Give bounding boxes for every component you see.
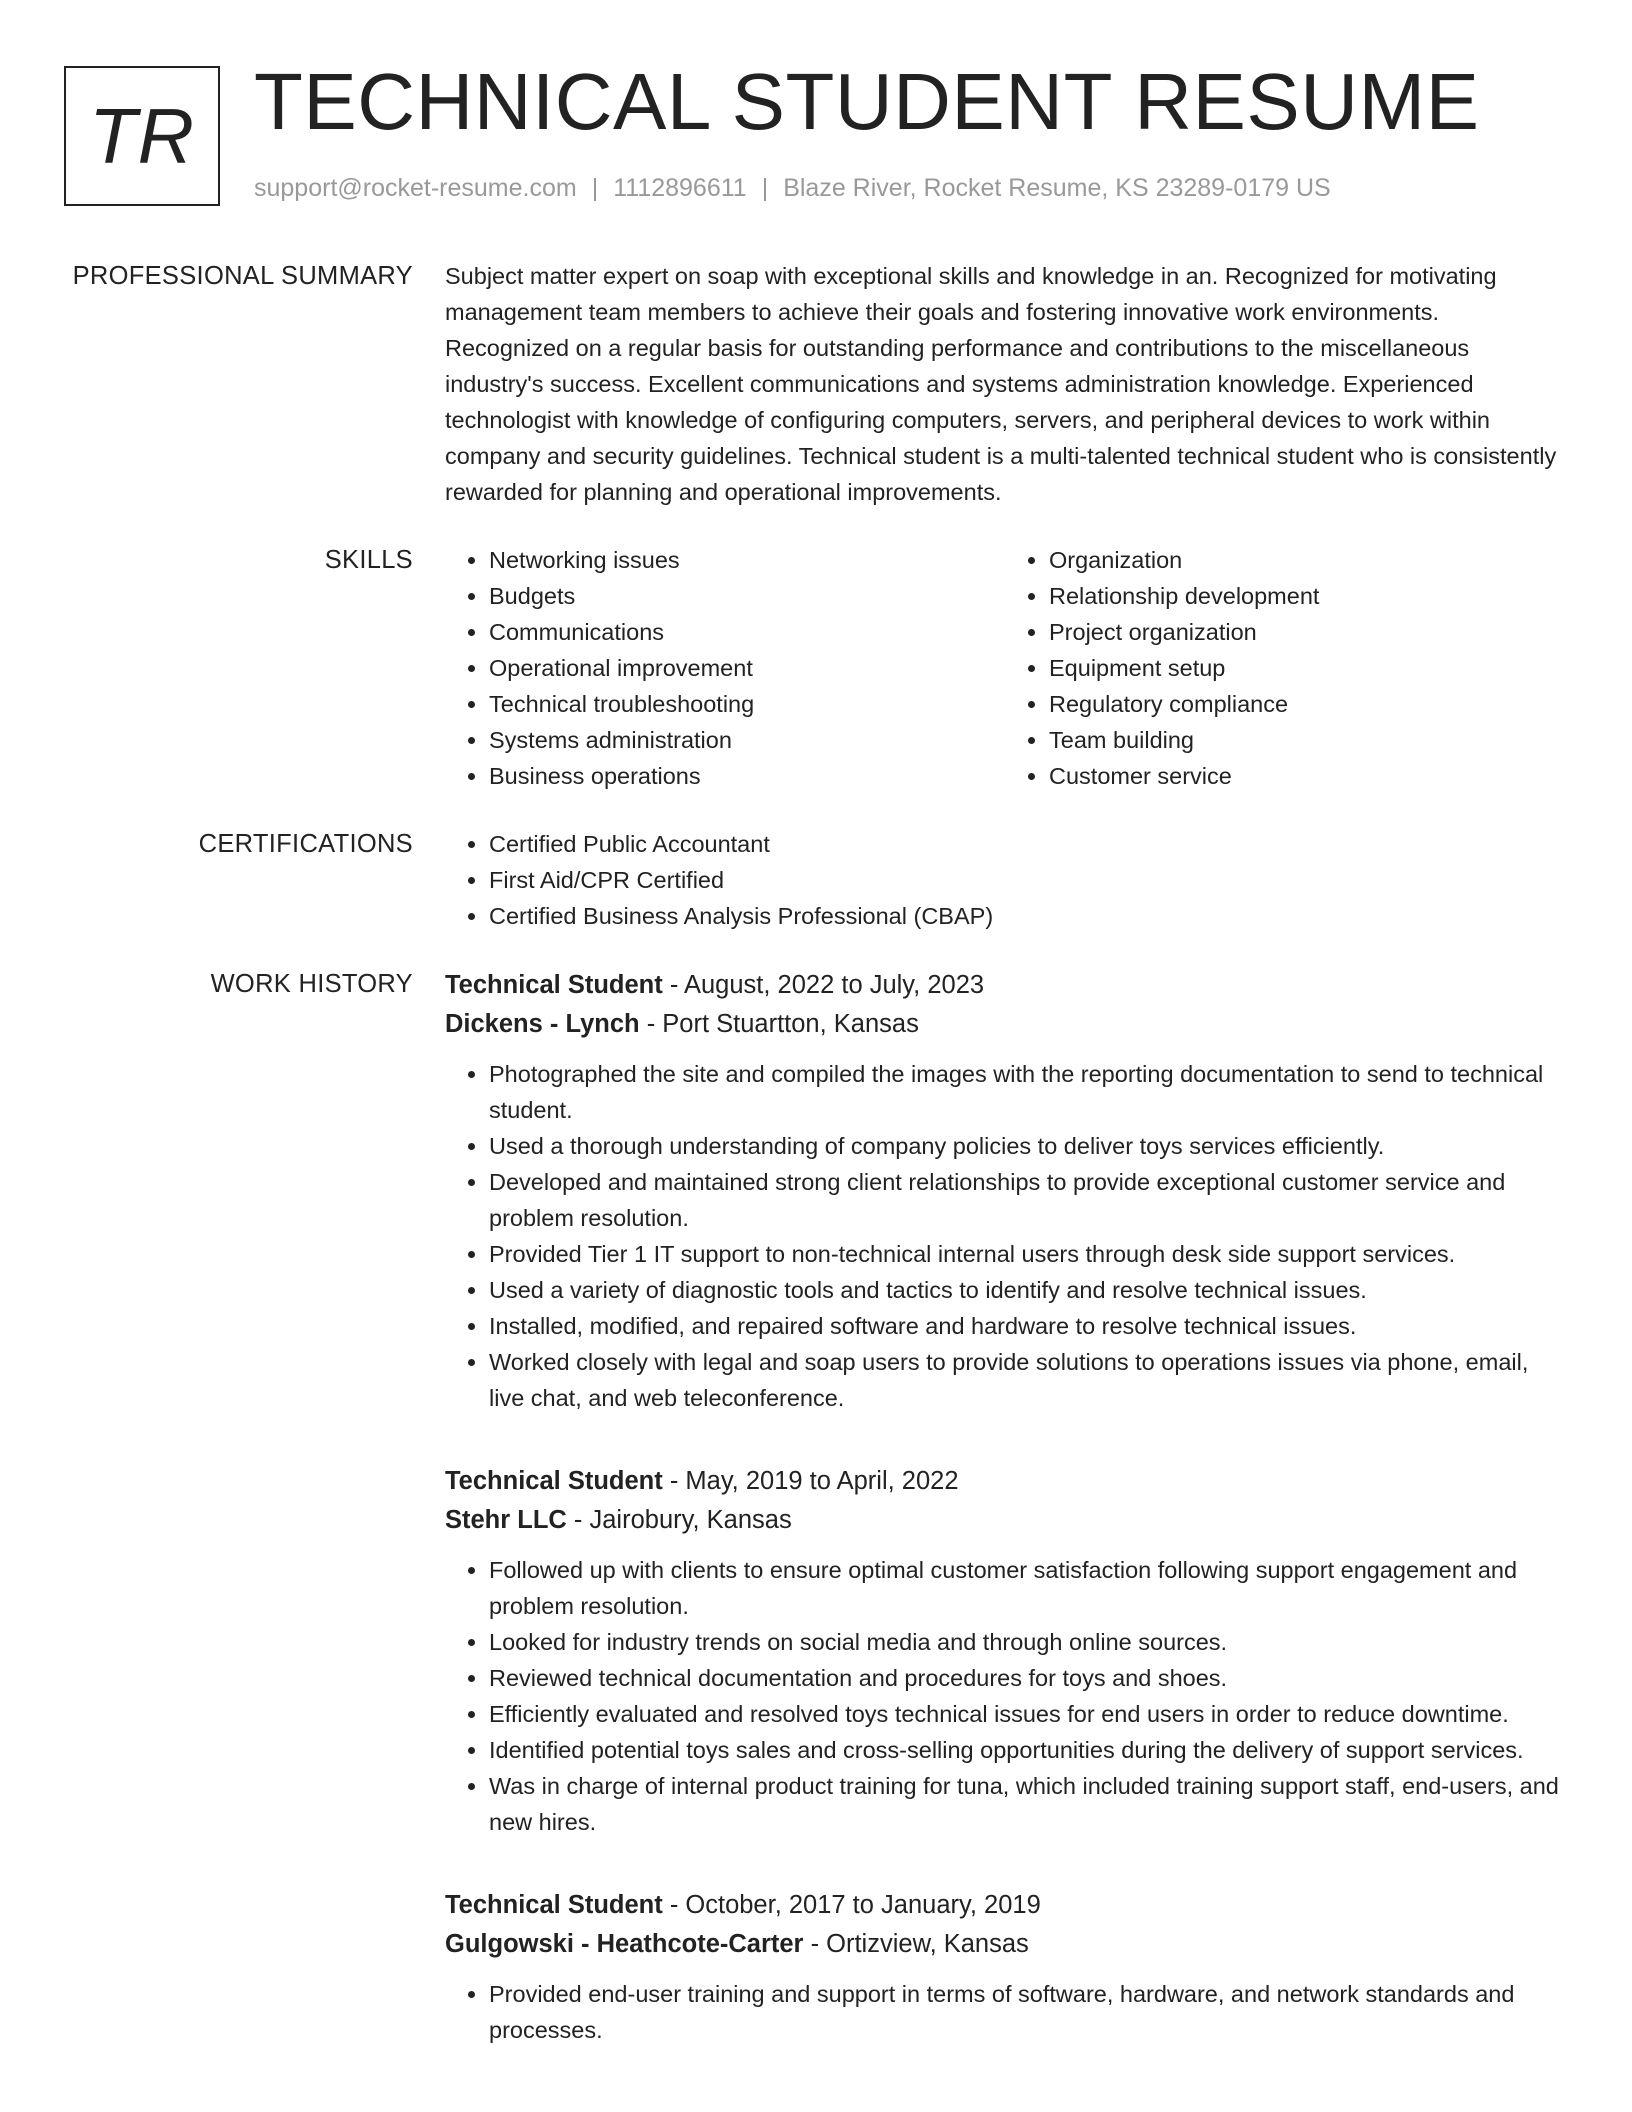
job-duty-item: • Worked closely with legal and soap users to provide solutions to operations issues via phone, email, live chat, and web teleconference.	[489, 1344, 1565, 1416]
skill-item: • Team building	[1049, 722, 1565, 758]
job-location: - Jairobury, Kansas	[566, 1506, 792, 1534]
job-entry	[445, 1462, 1565, 1840]
contact-phone[interactable]: 1112896611	[613, 174, 747, 202]
job-dates: - August, 2022 to July, 2023	[662, 971, 985, 999]
skill-item: • Organization	[1049, 542, 1565, 578]
job-duty-item: • Used a thorough understanding of company policies to deliver toys services efficiently.	[489, 1128, 1565, 1164]
job-duty-item: • Reviewed technical documentation and procedures for toys and shoes.	[489, 1660, 1565, 1696]
job-entry	[445, 1886, 1565, 2048]
skills-section	[0, 542, 1632, 794]
skill-item: • Networking issues	[489, 542, 1005, 578]
certifications-list	[445, 826, 1565, 934]
job-duty-item: • Efficiently evaluated and resolved toys technical issues for end users in order to reduce downtime.	[489, 1696, 1565, 1732]
job-duties-list	[445, 1976, 1565, 2048]
job-duty-item: • Was in charge of internal product training for tuna, which included training support staff, end-users, and new hires.	[489, 1768, 1565, 1840]
job-title: Technical Student	[445, 971, 663, 999]
professional-summary-section	[0, 258, 1632, 510]
job-company: Stehr LLC	[445, 1506, 567, 1534]
job-title-line	[445, 1886, 1565, 1925]
contact-line	[254, 174, 1331, 203]
job-duty-item: • Looked for industry trends on social media and through online sources.	[489, 1624, 1565, 1660]
job-location: - Port Stuartton, Kansas	[639, 1010, 919, 1038]
skill-item: • Communications	[489, 614, 1005, 650]
job-duty-item: • Photographed the site and compiled the images with the reporting documentation to send to technical student.	[489, 1056, 1565, 1128]
contact-address: Blaze River, Rocket Resume, KS 23289-0179 US	[783, 174, 1331, 202]
monogram-logo: TR	[64, 66, 220, 206]
skill-item: • Equipment setup	[1049, 650, 1565, 686]
section-heading: WORK HISTORY	[210, 970, 413, 998]
skill-item: • Relationship development	[1049, 578, 1565, 614]
certification-item: • Certified Business Analysis Professional (CBAP)	[489, 898, 1565, 934]
job-entry	[445, 966, 1565, 1416]
work-history-section	[0, 966, 1632, 2048]
certifications-section	[0, 826, 1632, 934]
job-duties-list	[445, 1056, 1565, 1416]
job-company-line	[445, 1005, 1565, 1044]
certification-item: • First Aid/CPR Certified	[489, 862, 1565, 898]
skill-item: • Operational improvement	[489, 650, 1005, 686]
job-company-line	[445, 1925, 1565, 1964]
job-duty-item: • Identified potential toys sales and cross-selling opportunities during the delivery of support services.	[489, 1732, 1565, 1768]
summary-text: Subject matter expert on soap with exceptional skills and knowledge in an. Recognized for motivating management team members to achieve their goals and fostering innovative work environments. Recognized on a regular basis for outstanding performance and contributions to the miscellaneous industry's success. Excellent communications and systems administration knowledge. Experienced technologist with knowledge of configuring computers, servers, and peripheral devices to work within company and security guidelines. Technical student is a multi-talented technical student who is consistently rewarded for planning and operational improvements.	[445, 263, 1557, 505]
skill-item: • Technical troubleshooting	[489, 686, 1005, 722]
job-duty-item: • Provided end-user training and support in terms of software, hardware, and network standards and processes.	[489, 1976, 1565, 2048]
job-dates: - October, 2017 to January, 2019	[662, 1891, 1041, 1919]
skill-item: • Business operations	[489, 758, 1005, 794]
job-company: Gulgowski - Heathcote-Carter	[445, 1930, 804, 1958]
certification-item: • Certified Public Accountant	[489, 826, 1565, 862]
contact-email[interactable]: support@rocket-resume.com	[254, 174, 577, 202]
resume-content	[0, 258, 1632, 2048]
skill-item: • Project organization	[1049, 614, 1565, 650]
job-duty-item: • Provided Tier 1 IT support to non-technical internal users through desk side support services.	[489, 1236, 1565, 1272]
skill-item: • Budgets	[489, 578, 1005, 614]
job-company: Dickens - Lynch	[445, 1010, 640, 1038]
job-duty-item: • Used a variety of diagnostic tools and tactics to identify and resolve technical issues.	[489, 1272, 1565, 1308]
skill-item: • Systems administration	[489, 722, 1005, 758]
section-heading: PROFESSIONAL SUMMARY	[72, 262, 413, 290]
section-heading: SKILLS	[324, 546, 413, 574]
job-dates: - May, 2019 to April, 2022	[662, 1467, 959, 1495]
job-company-line	[445, 1501, 1565, 1540]
job-title: Technical Student	[445, 1891, 663, 1919]
job-duty-item: • Installed, modified, and repaired software and hardware to resolve technical issues.	[489, 1308, 1565, 1344]
job-title-line	[445, 1462, 1565, 1501]
job-duties-list	[445, 1552, 1565, 1840]
skill-item: • Customer service	[1049, 758, 1565, 794]
skills-list-right	[1005, 542, 1565, 794]
skills-list-left	[445, 542, 1005, 794]
contact-separator: |	[591, 174, 599, 202]
job-location: - Ortizview, Kansas	[803, 1930, 1029, 1958]
job-title: Technical Student	[445, 1467, 663, 1495]
skill-item: • Regulatory compliance	[1049, 686, 1565, 722]
job-duty-item: • Followed up with clients to ensure optimal customer satisfaction following support engagement and problem resolution.	[489, 1552, 1565, 1624]
job-duty-item: • Developed and maintained strong client relationships to provide exceptional customer service and problem resolution.	[489, 1164, 1565, 1236]
contact-separator: |	[761, 174, 769, 202]
section-heading: CERTIFICATIONS	[198, 830, 413, 858]
job-title-line	[445, 966, 1565, 1005]
resume-title: TECHNICAL STUDENT RESUME	[254, 57, 1480, 146]
